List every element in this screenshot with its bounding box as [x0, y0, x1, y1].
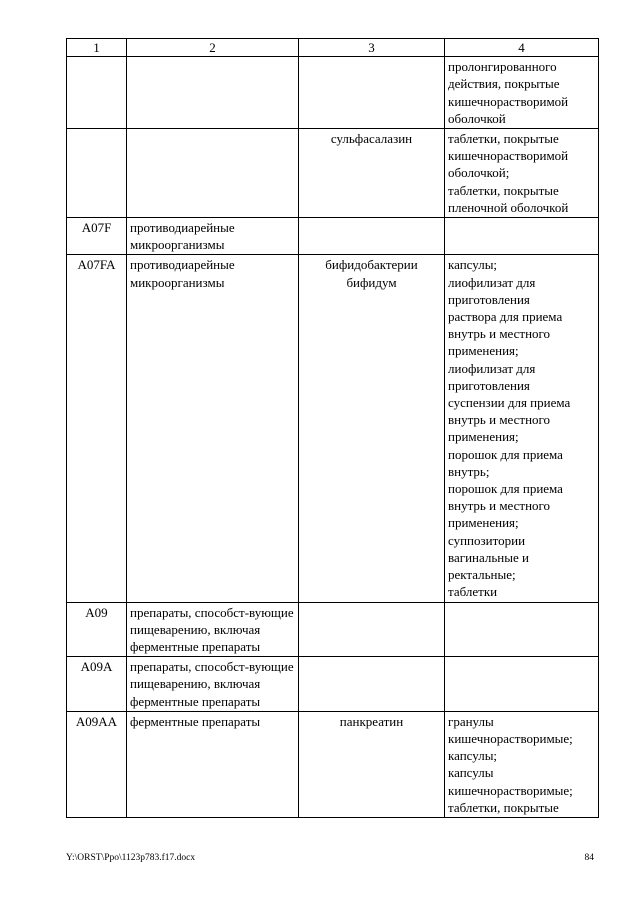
group-cell	[127, 57, 299, 129]
substance-cell	[299, 602, 445, 657]
code-cell	[67, 57, 127, 129]
dosage-forms-cell	[445, 602, 599, 657]
footer-file-path: Y:\ORST\Ppo\1123p783.f17.docx	[66, 853, 196, 863]
footer-page-number: 84	[584, 853, 594, 863]
table-row	[67, 602, 599, 657]
table-row	[67, 218, 599, 255]
code-cell: A09A	[67, 657, 127, 712]
substance-cell: бифидобактерии бифидум	[299, 255, 445, 602]
dosage-forms-cell: таблетки, покрытые кишечнорастворимой оболочкой; таблетки, покрытые пленочной оболочкой	[445, 129, 599, 218]
header-row	[67, 39, 599, 57]
group-cell: ферментные препараты	[127, 711, 299, 817]
column-header-3: 3	[299, 39, 445, 57]
table-row	[67, 711, 599, 817]
dosage-forms-cell	[445, 218, 599, 255]
substance-cell	[299, 657, 445, 712]
dosage-forms-cell: пролонгированного действия, покрытые кишечнорастворимой оболочкой	[445, 57, 599, 129]
substance-cell	[299, 218, 445, 255]
group-cell: противодиарейные микроорганизмы	[127, 255, 299, 602]
group-cell: противодиарейные микроорганизмы	[127, 218, 299, 255]
code-cell: A09AA	[67, 711, 127, 817]
code-cell	[67, 129, 127, 218]
code-cell: A07F	[67, 218, 127, 255]
dosage-forms-cell: капсулы; лиофилизат для приготовления раствора для приема внутрь и местного применения; лиофилизат для приготовления суспензии для приема внутрь и местного применения; порошок для приема внутрь; порошок для приема внутрь и местного применения; суппозитории вагинальные и ректальные; таблетки	[445, 255, 599, 602]
column-header-2: 2	[127, 39, 299, 57]
substance-cell: сульфасалазин	[299, 129, 445, 218]
substance-cell	[299, 57, 445, 129]
table-row	[67, 255, 599, 602]
drug-classification-table	[66, 38, 599, 818]
substance-cell: панкреатин	[299, 711, 445, 817]
code-cell: A09	[67, 602, 127, 657]
table-row	[67, 129, 599, 218]
dosage-forms-cell	[445, 657, 599, 712]
group-cell: препараты, способст-вующие пищеварению, включая ферментные препараты	[127, 657, 299, 712]
group-cell	[127, 129, 299, 218]
column-header-1: 1	[67, 39, 127, 57]
group-cell: препараты, способст-вующие пищеварению, включая ферментные препараты	[127, 602, 299, 657]
code-cell: A07FA	[67, 255, 127, 602]
table-row	[67, 657, 599, 712]
table-row	[67, 57, 599, 129]
dosage-forms-cell: гранулы кишечнорастворимые; капсулы; капсулы кишечнорастворимые; таблетки, покрытые	[445, 711, 599, 817]
column-header-4: 4	[445, 39, 599, 57]
